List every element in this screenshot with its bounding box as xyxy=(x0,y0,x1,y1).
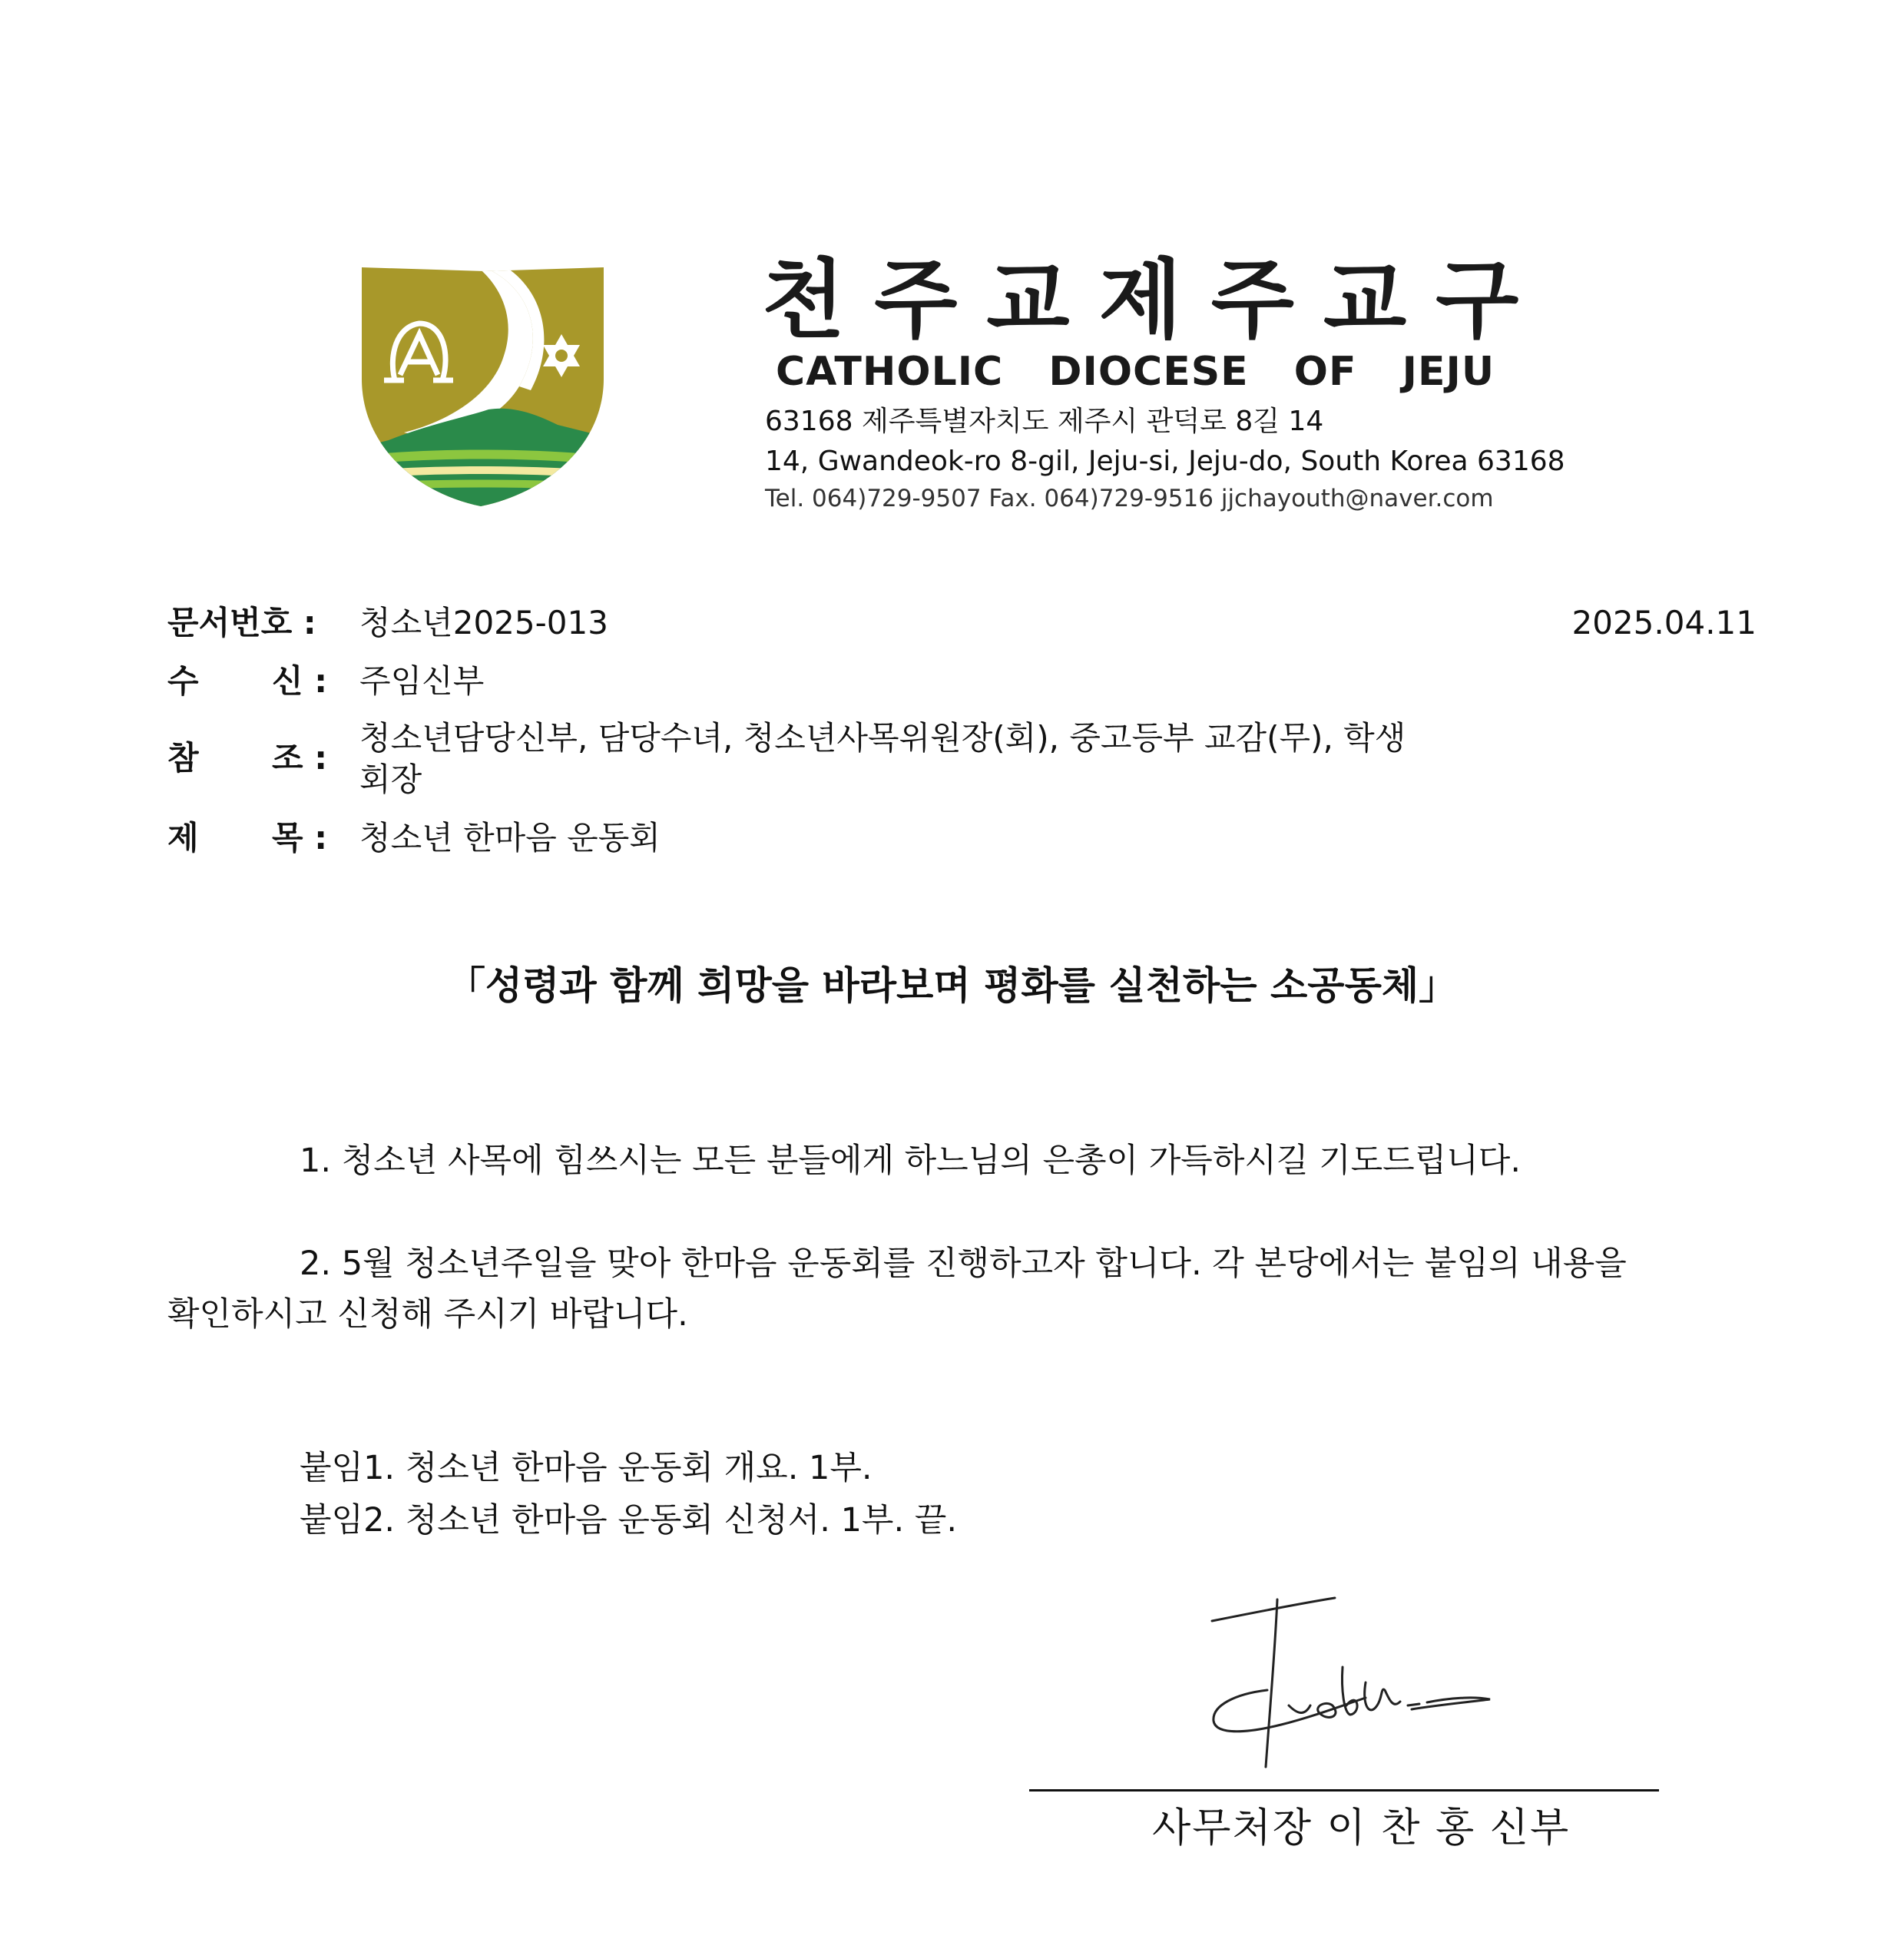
recipient-label-first: 수 xyxy=(167,662,199,700)
address-korean: 63168 제주특별자치도 제주시 관덕로 8길 14 xyxy=(765,406,1324,437)
attachment-1: 붙임1. 청소년 한마음 운동회 개요. 1부. xyxy=(300,1449,873,1487)
subject-label-first: 제 xyxy=(167,819,199,857)
handwritten-signature xyxy=(1204,1590,1496,1775)
organization-name-korean: 천주교제주교구 xyxy=(762,250,1548,350)
subject-value: 청소년 한마음 운동회 xyxy=(359,819,661,857)
doc-number: 청소년2025-013 xyxy=(359,604,608,641)
subject-label-second: 목 : xyxy=(272,819,327,857)
doc-number-label: 문서번호 : xyxy=(167,604,316,641)
signature-line xyxy=(1029,1789,1659,1792)
reference-label-second: 조 : xyxy=(272,739,327,777)
recipient-label-second: 신 : xyxy=(272,662,327,700)
reference-label-first: 참 xyxy=(167,739,199,777)
paragraph-1: 1. 청소년 사목에 힘쓰시는 모든 분들에게 하느님의 은총이 가득하시길 기도드립니다. xyxy=(300,1142,1522,1180)
contact-info: Tel. 064)729-9507 Fax. 064)729-9516 jjchayouth@naver.com xyxy=(765,485,1494,512)
diocese-logo xyxy=(358,264,607,508)
organization-name-english: CATHOLIC DIOCESE OF JEJU xyxy=(776,349,1495,395)
recipient-value: 주임신부 xyxy=(359,662,485,700)
reference-line-1: 청소년담당신부, 담당수녀, 청소년사목위원장(회), 중고등부 교감(무), 학생 xyxy=(359,719,1406,757)
slogan: 「성령과 함께 희망을 바라보며 평화를 실천하는 소공동체」 xyxy=(446,963,1458,1008)
paragraph-2-line-2: 확인하시고 신청해 주시기 바랍니다. xyxy=(167,1295,688,1334)
reference-line-2: 회장 xyxy=(359,761,422,798)
address-english: 14, Gwandeok-ro 8-gil, Jeju-si, Jeju-do, South Korea 63168 xyxy=(765,446,1565,477)
attachment-2: 붙임2. 청소년 한마음 운동회 신청서. 1부. 끝. xyxy=(300,1501,958,1540)
doc-date: 2025.04.11 xyxy=(1571,604,1757,641)
signer-name: 사무처장 이 찬 홍 신부 xyxy=(1152,1805,1571,1851)
paragraph-2-line-1: 2. 5월 청소년주일을 맞아 한마음 운동회를 진행하고자 합니다. 각 본당에서는 붙임의 내용을 xyxy=(300,1245,1627,1283)
